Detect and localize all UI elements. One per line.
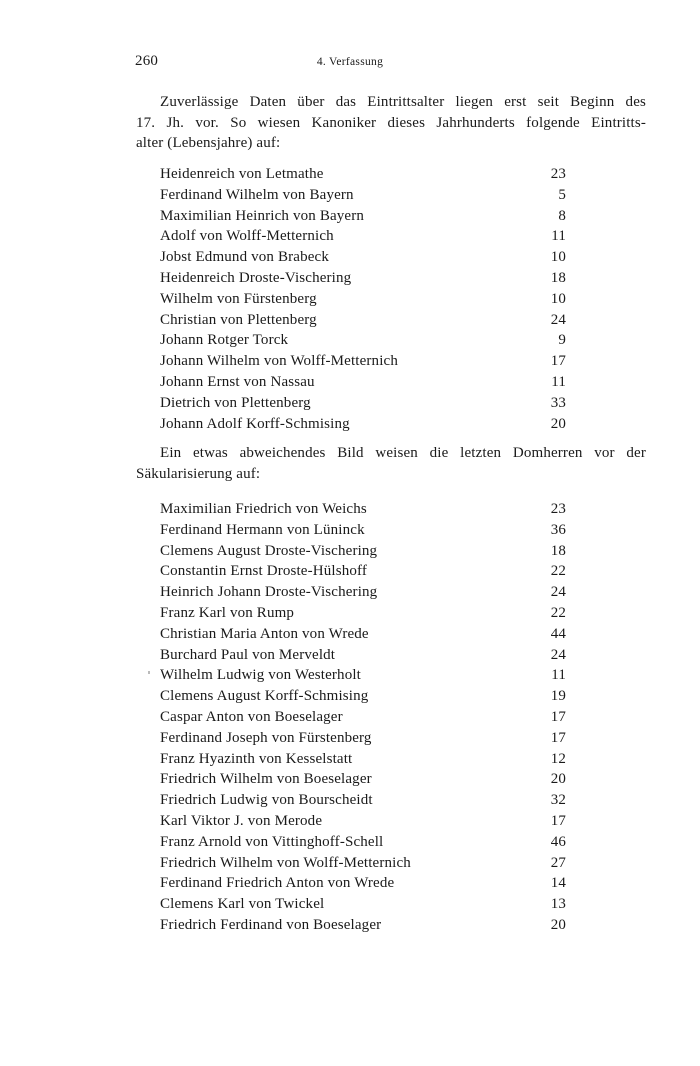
table-row xyxy=(160,268,566,289)
entry-age: 24 xyxy=(550,646,566,663)
entry-age: 20 xyxy=(550,916,566,933)
canon-name: Caspar Anton von Boeselager xyxy=(160,708,343,725)
entry-age: 33 xyxy=(550,394,566,411)
table-row xyxy=(160,289,566,310)
table-row xyxy=(160,226,566,247)
canon-name: Christian Maria Anton von Wrede xyxy=(160,625,369,642)
canon-name: Burchard Paul von Merveldt xyxy=(160,646,336,663)
table-row xyxy=(160,561,566,582)
canon-name: Heinrich Johann Droste-Vischering xyxy=(160,584,378,601)
table-row xyxy=(160,185,566,206)
entry-age: 14 xyxy=(550,875,566,892)
canon-name: Wilhelm von Fürstenberg xyxy=(160,290,317,307)
table-row xyxy=(160,330,566,351)
canon-name: Friedrich Ludwig von Bourscheidt xyxy=(160,792,373,809)
page-number: 260 xyxy=(135,53,159,69)
table-row xyxy=(160,853,566,874)
canon-name: Karl Viktor J. von Merode xyxy=(160,812,323,829)
table-row xyxy=(160,351,566,372)
transition-paragraph xyxy=(136,443,646,484)
entry-age: 20 xyxy=(550,415,566,432)
table-row xyxy=(160,728,566,749)
entry-age: 5 xyxy=(558,186,566,203)
table-row xyxy=(160,206,566,227)
print-speck xyxy=(148,671,150,674)
table-row xyxy=(160,749,566,770)
canon-name: Friedrich Wilhelm von Wolff-Metternich xyxy=(160,854,411,871)
table-row xyxy=(160,247,566,268)
table-row xyxy=(160,832,566,853)
entry-age: 23 xyxy=(550,501,566,517)
entry-age: 44 xyxy=(550,625,566,642)
canon-name: Ferdinand Hermann von Lüninck xyxy=(160,521,365,538)
paragraph-line: Zuverlässige Daten über das Eintrittsalter liegen erst seit Beginn des xyxy=(160,94,646,110)
table-row xyxy=(160,520,566,541)
entry-age: 22 xyxy=(550,604,566,621)
table-row xyxy=(160,686,566,707)
canon-name: Ferdinand Friedrich Anton von Wrede xyxy=(160,875,395,892)
table-row xyxy=(160,790,566,811)
table-row xyxy=(160,645,566,666)
paragraph-line: Säkularisierung auf: xyxy=(136,465,261,482)
table-row xyxy=(160,811,566,832)
canon-name: Constantin Ernst Droste-Hülshoff xyxy=(160,563,368,580)
canon-name: Ferdinand Wilhelm von Bayern xyxy=(160,186,354,203)
table-row xyxy=(160,769,566,790)
entry-age: 12 xyxy=(550,750,566,767)
entry-age: 24 xyxy=(550,311,566,328)
entry-age: 46 xyxy=(550,833,566,850)
entry-age: 18 xyxy=(550,269,566,286)
canon-name: Ferdinand Joseph von Fürstenberg xyxy=(160,729,372,746)
canon-name: Johann Wilhelm von Wolff-Metternich xyxy=(160,353,398,370)
canon-name: Maximilian Friedrich von Weichs xyxy=(160,501,367,517)
canon-name: Christian von Plettenberg xyxy=(160,311,317,328)
table-row xyxy=(160,310,566,331)
table-row xyxy=(160,414,566,435)
table-row xyxy=(160,582,566,603)
entry-age: 9 xyxy=(558,332,566,349)
table-row xyxy=(160,541,566,562)
canon-name: Johann Adolf Korff-Schmising xyxy=(160,415,350,432)
paragraph-line: 17. Jh. vor. So wiesen Kanoniker dieses Jahrhunderts folgende Eintritts- xyxy=(136,114,646,131)
canon-name: Adolf von Wolff-Metternich xyxy=(160,228,334,245)
table-row xyxy=(160,894,566,915)
table-row xyxy=(160,624,566,645)
table-row xyxy=(160,164,566,185)
entry-age: 17 xyxy=(550,729,566,746)
canon-name: Maximilian Heinrich von Bayern xyxy=(160,207,365,224)
table-row xyxy=(160,393,566,414)
canon-name: Heidenreich Droste-Vischering xyxy=(160,269,352,286)
entry-age-table-last-canons xyxy=(160,499,566,936)
canon-name: Heidenreich von Letmathe xyxy=(160,166,324,182)
table-row xyxy=(160,707,566,728)
entry-age: 24 xyxy=(550,584,566,601)
canon-name: Johann Ernst von Nassau xyxy=(160,373,315,390)
canon-name: Wilhelm Ludwig von Westerholt xyxy=(160,667,361,684)
entry-age-table-17th-century xyxy=(160,164,566,434)
canon-name: Jobst Edmund von Brabeck xyxy=(160,249,329,266)
canon-name: Franz Karl von Rump xyxy=(160,604,295,621)
entry-age: 23 xyxy=(550,166,566,182)
canon-name: Friedrich Wilhelm von Boeselager xyxy=(160,771,372,788)
table-row xyxy=(160,665,566,686)
canon-name: Friedrich Ferdinand von Boeselager xyxy=(160,916,382,933)
running-head: 4. Verfassung xyxy=(316,56,384,68)
table-row xyxy=(160,499,566,520)
entry-age: 11 xyxy=(551,667,566,684)
entry-age: 22 xyxy=(550,563,566,580)
entry-age: 20 xyxy=(550,771,566,788)
intro-paragraph xyxy=(136,92,646,154)
canon-name: Clemens August Droste-Vischering xyxy=(160,542,378,559)
entry-age: 18 xyxy=(550,542,566,559)
entry-age: 17 xyxy=(550,708,566,725)
table-row xyxy=(160,603,566,624)
entry-age: 17 xyxy=(550,812,566,829)
canon-name: Franz Hyazinth von Kesselstatt xyxy=(160,750,353,767)
entry-age: 10 xyxy=(550,290,566,307)
entry-age: 19 xyxy=(550,688,566,705)
table-row xyxy=(160,372,566,393)
canon-name: Clemens August Korff-Schmising xyxy=(160,688,369,705)
entry-age: 17 xyxy=(550,353,566,370)
entry-age: 27 xyxy=(550,854,566,871)
entry-age: 13 xyxy=(550,896,566,913)
entry-age: 32 xyxy=(550,792,566,809)
canon-name: Franz Arnold von Vittinghoff-Schell xyxy=(160,833,384,850)
canon-name: Clemens Karl von Twickel xyxy=(160,896,325,913)
paragraph-line: Ein etwas abweichendes Bild weisen die letzten Domherren vor der xyxy=(160,445,646,461)
entry-age: 11 xyxy=(551,228,566,245)
entry-age: 10 xyxy=(550,249,566,266)
entry-age: 36 xyxy=(550,521,566,538)
entry-age: 8 xyxy=(558,207,566,224)
canon-name: Johann Rotger Torck xyxy=(160,332,289,349)
table-row xyxy=(160,915,566,936)
paragraph-line: alter (Lebensjahre) auf: xyxy=(136,135,281,151)
table-row xyxy=(160,873,566,894)
entry-age: 11 xyxy=(551,373,566,390)
canon-name: Dietrich von Plettenberg xyxy=(160,394,311,411)
